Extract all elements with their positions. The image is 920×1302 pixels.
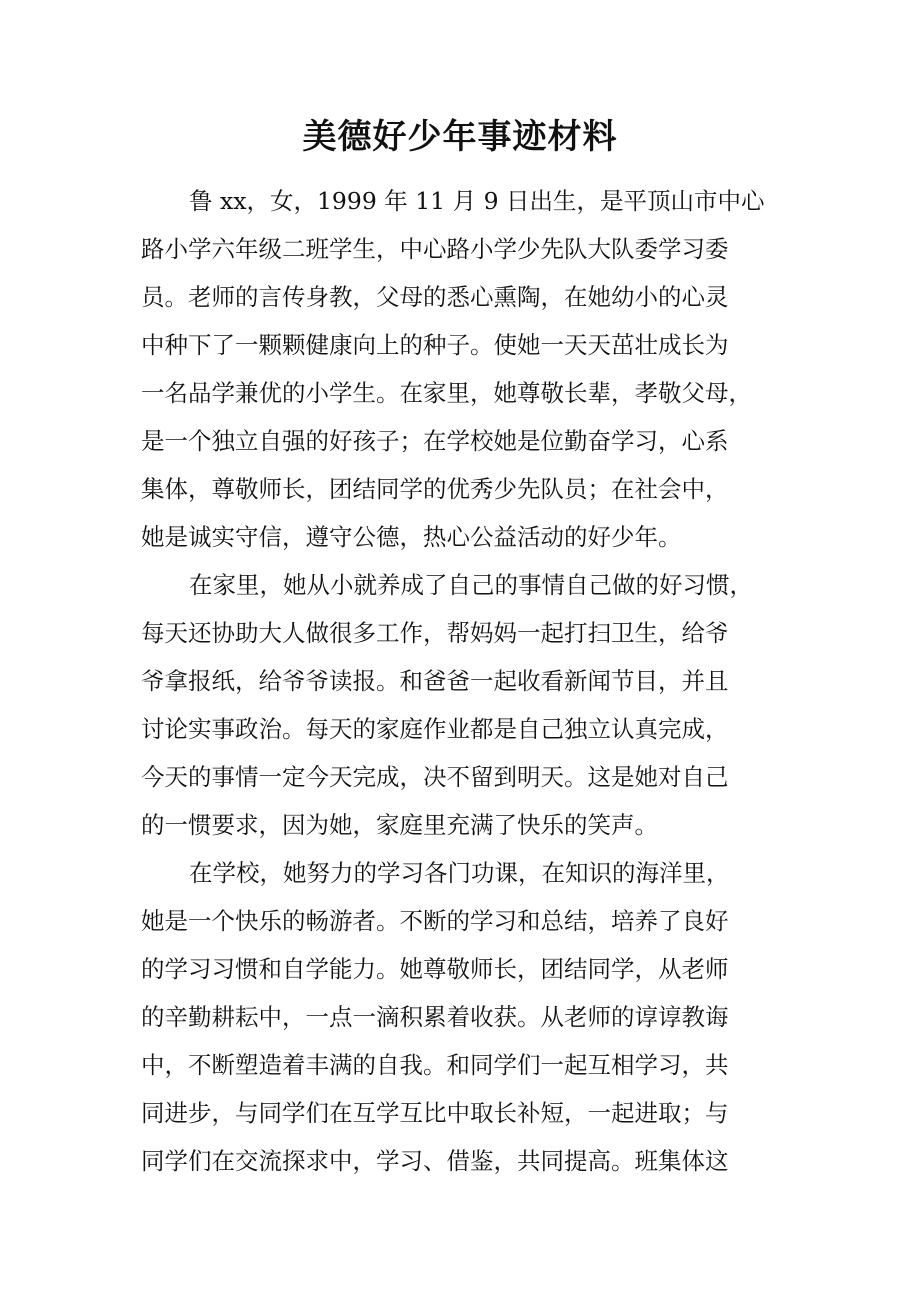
paragraph-line: 每天还协助大人做很多工作，帮妈妈一起打扫卫生，给爷 (141, 619, 729, 647)
paragraph-line: 一名品学兼优的小学生。在家里，她尊敬长辈，孝敬父母， (141, 379, 752, 407)
paragraph-line: 鲁 xx，女，1999 年 11 月 9 日出生，是平顶山市中心 (189, 187, 765, 215)
paragraph-line: 员。老师的言传身教，父母的悉心熏陶，在她幼小的心灵 (141, 283, 729, 311)
paragraph-line: 在家里，她从小就养成了自己的事情自己做的好习惯， (189, 571, 753, 599)
paragraph-line: 讨论实事政治。每天的家庭作业都是自己独立认真完成， (141, 715, 729, 743)
paragraph-line: 同进步，与同学们在互学互比中取长补短，一起进取；与 (141, 1099, 729, 1127)
paragraph-line: 她是诚实守信，遵守公德，热心公益活动的好少年。 (141, 523, 682, 551)
paragraph-line: 中种下了一颗颗健康向上的种子。使她一天天茁壮成长为 (141, 331, 729, 359)
paragraph-line: 路小学六年级二班学生，中心路小学少先队大队委学习委 (141, 235, 729, 263)
document-title: 美德好少年事迹材料 (302, 117, 618, 157)
paragraph-line: 中，不断塑造着丰满的自我。和同学们一起互相学习，共 (141, 1051, 729, 1079)
paragraph-line: 的一惯要求，因为她，家庭里充满了快乐的笑声。 (141, 811, 658, 839)
paragraph-line: 的学习习惯和自学能力。她尊敬师长，团结同学，从老师 (141, 955, 729, 983)
paragraph-line: 的辛勤耕耘中，一点一滴积累着收获。从老师的谆谆教诲 (141, 1003, 729, 1031)
paragraph-line: 集体，尊敬师长，团结同学的优秀少先队员；在社会中， (141, 475, 729, 503)
paragraph-line: 是一个独立自强的好孩子；在学校她是位勤奋学习，心系 (141, 427, 729, 455)
paragraph-line: 爷拿报纸，给爷爷读报。和爸爸一起收看新闻节目，并且 (141, 667, 729, 695)
paragraph-line: 在学校，她努力的学习各门功课，在知识的海洋里， (189, 859, 730, 887)
paragraph-line: 她是一个快乐的畅游者。不断的学习和总结，培养了良好 (141, 907, 729, 935)
paragraph-line: 今天的事情一定今天完成，决不留到明天。这是她对自己 (141, 763, 729, 791)
paragraph-line: 同学们在交流探求中，学习、借鉴，共同提高。班集体这 (141, 1147, 729, 1175)
